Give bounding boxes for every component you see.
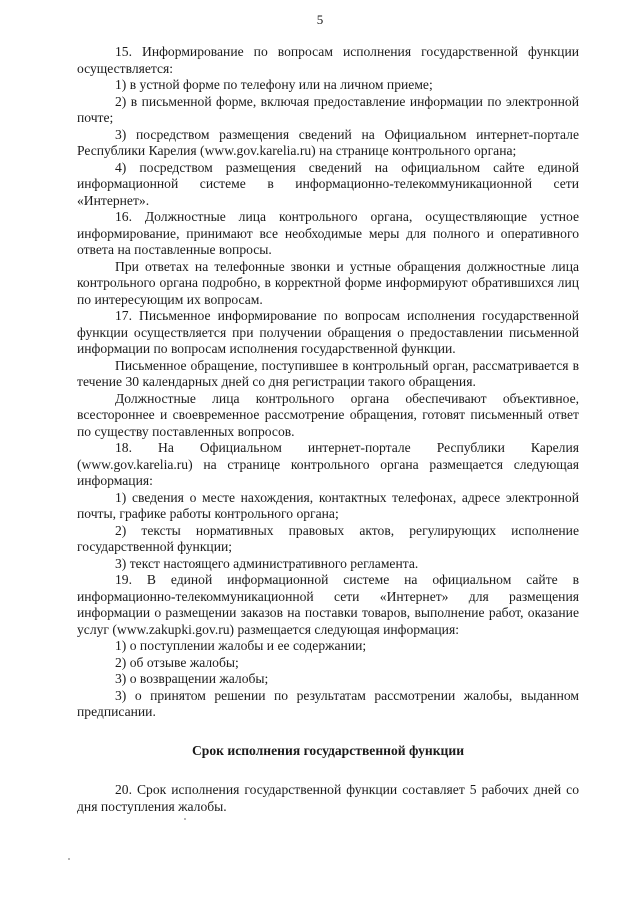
list-item-18-1: 1) сведения о месте нахождения, контактных телефонах, адресе электронной почты, графике работы контрольного органа;	[77, 489, 579, 521]
scan-speck	[68, 858, 70, 860]
section-title: Срок исполнения государственной функции	[191, 742, 465, 758]
list-item-15-2: 2) в письменной форме, включая предоставление информации по электронной почте;	[77, 93, 579, 125]
list-item-18-3: 3) текст настоящего административного регламента.	[115, 555, 419, 571]
list-item-18-2: 2) тексты нормативных правовых актов, регулирующих исполнение государственной функции;	[77, 522, 579, 554]
paragraph-18: 18. На Официальном интернет-портале Республики Карелия (www.gov.karelia.ru) на странице контрольного органа размещается следующая информация:	[77, 440, 579, 488]
list-item-19-2: 2) об отзыве жалобы;	[115, 654, 239, 670]
list-item-19-4: 3) о принятом решении по результатам рассмотрении жалобы, выданном предписании.	[77, 687, 579, 719]
paragraph-16: 16. Должностные лица контрольного органа, осуществляющие устное информирование, принимают все необходимые меры для полного и оперативного ответа на поставленные вопросы.	[77, 209, 579, 257]
list-item-19-3: 3) о возвращении жалобы;	[115, 671, 269, 686]
list-item-15-4: 4) посредством размещения сведений на официальном сайте единой информационной системе в информационно-телекоммуникационной сети «Интернет».	[77, 159, 579, 208]
paragraph-17-deadline: Письменное обращение, поступившее в контрольный орган, рассматривается в течение 30 календарных дней со дня регистрации такого обращения.	[77, 357, 579, 389]
scan-speck	[184, 818, 186, 820]
list-item-15-3: 3) посредством размещения сведений на Официальном интернет-портале Республики Карелия (www.gov.karelia.ru) на странице контрольного органа;	[77, 126, 579, 158]
page-number: 5	[316, 12, 324, 27]
paragraph-19: 19. В единой информационной системе на официальном сайте в информационно-телекоммуникационной сети «Интернет» для размещения информации о размещении заказов на поставки товаров, выполнение работ, оказание услуг (www.zakupki.gov.ru) размещается следующая информация:	[77, 572, 579, 637]
paragraph-17-officials: Должностные лица контрольного органа обеспечивают объективное, всестороннее и своевременное рассмотрение обращения, готовят письменный ответ по существу поставленных вопросов.	[77, 390, 579, 439]
list-item-15-1: 1) в устной форме по телефону или на личном приеме;	[115, 77, 433, 92]
document-body	[77, 44, 579, 815]
paragraph-15: 15. Информирование по вопросам исполнения государственной функции осуществляется:	[77, 44, 579, 76]
paragraph-16-phone: При ответах на телефонные звонки и устные обращения должностные лица контрольного органа подробно, в корректной форме информируют обратившихся лиц по интересующим их вопросам.	[77, 258, 579, 307]
list-item-19-1: 1) о поступлении жалобы и ее содержании;	[115, 638, 367, 653]
paragraph-17: 17. Письменное информирование по вопросам исполнения государственной функции осуществляется при получении обращения о предоставлении письменной информации по вопросам исполнения государственной функции.	[77, 308, 579, 356]
paragraph-20: 20. Срок исполнения государственной функции составляет 5 рабочих дней со дня поступления жалобы.	[77, 782, 579, 814]
